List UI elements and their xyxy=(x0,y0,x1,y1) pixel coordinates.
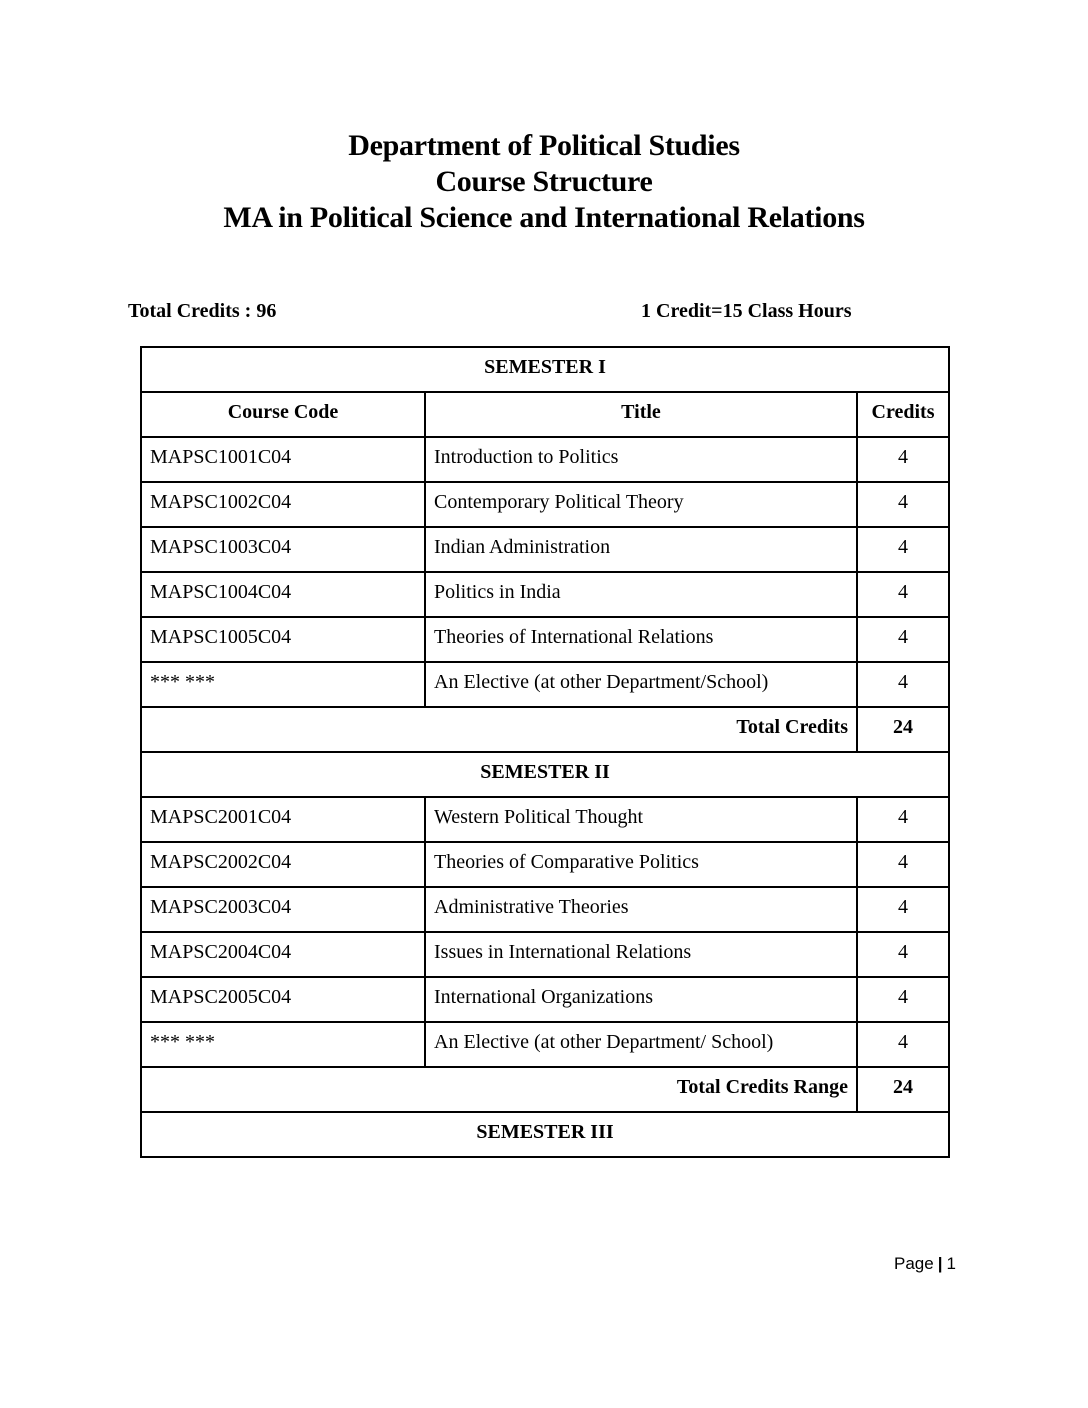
course-title: Theories of Comparative Politics xyxy=(425,842,857,887)
total-credits-range-label: Total Credits Range xyxy=(141,1067,857,1112)
course-code: MAPSC2001C04 xyxy=(141,797,425,842)
page-footer xyxy=(894,1254,956,1274)
course-code: *** *** xyxy=(141,662,425,707)
semester-heading-row xyxy=(141,1112,949,1157)
course-credits: 4 xyxy=(857,797,949,842)
department-title: Department of Political Studies xyxy=(348,129,740,162)
course-code: MAPSC1004C04 xyxy=(141,572,425,617)
course-title: An Elective (at other Department/ School) xyxy=(425,1022,857,1067)
column-header-code: Course Code xyxy=(141,392,425,437)
course-code: MAPSC1001C04 xyxy=(141,437,425,482)
table-row xyxy=(141,797,949,842)
semester-3-heading: SEMESTER III xyxy=(141,1112,949,1157)
course-table xyxy=(140,346,950,1158)
course-credits: 4 xyxy=(857,437,949,482)
semester-2-heading: SEMESTER II xyxy=(141,752,949,797)
total-credits-range-value: 24 xyxy=(857,1067,949,1112)
column-header-title: Title xyxy=(425,392,857,437)
course-credits: 4 xyxy=(857,932,949,977)
table-row xyxy=(141,1022,949,1067)
course-title: Introduction to Politics xyxy=(425,437,857,482)
course-code: MAPSC1003C04 xyxy=(141,527,425,572)
table-row xyxy=(141,932,949,977)
course-title: International Organizations xyxy=(425,977,857,1022)
page-number: 1 xyxy=(946,1254,956,1273)
table-row xyxy=(141,617,949,662)
course-credits: 4 xyxy=(857,887,949,932)
course-title: Issues in International Relations xyxy=(425,932,857,977)
page-separator: | xyxy=(937,1254,943,1273)
table-row xyxy=(141,842,949,887)
course-credits: 4 xyxy=(857,617,949,662)
course-title: Contemporary Political Theory xyxy=(425,482,857,527)
course-code: MAPSC2004C04 xyxy=(141,932,425,977)
course-title: Politics in India xyxy=(425,572,857,617)
course-credits: 4 xyxy=(857,977,949,1022)
total-row xyxy=(141,707,949,752)
table-row xyxy=(141,437,949,482)
total-credits-value: 24 xyxy=(857,707,949,752)
course-code: MAPSC2005C04 xyxy=(141,977,425,1022)
course-code: MAPSC2002C04 xyxy=(141,842,425,887)
course-title: Indian Administration xyxy=(425,527,857,572)
table-header-row xyxy=(141,392,949,437)
course-code: MAPSC1002C04 xyxy=(141,482,425,527)
semester-heading-row xyxy=(141,347,949,392)
course-credits: 4 xyxy=(857,1022,949,1067)
course-code: *** *** xyxy=(141,1022,425,1067)
course-code: MAPSC2003C04 xyxy=(141,887,425,932)
table-row xyxy=(141,887,949,932)
table-row xyxy=(141,527,949,572)
course-structure-title: Course Structure xyxy=(435,165,653,198)
course-credits: 4 xyxy=(857,842,949,887)
course-code: MAPSC1005C04 xyxy=(141,617,425,662)
course-title: An Elective (at other Department/School) xyxy=(425,662,857,707)
course-title: Administrative Theories xyxy=(425,887,857,932)
column-header-credits: Credits xyxy=(857,392,949,437)
course-credits: 4 xyxy=(857,527,949,572)
semester-heading-row xyxy=(141,752,949,797)
semester-1-heading: SEMESTER I xyxy=(141,347,949,392)
table-row xyxy=(141,662,949,707)
course-credits: 4 xyxy=(857,662,949,707)
credit-hours-label: 1 Credit=15 Class Hours xyxy=(641,300,852,322)
table-row xyxy=(141,977,949,1022)
total-credits-label: Total Credits xyxy=(141,707,857,752)
total-row xyxy=(141,1067,949,1112)
program-title: MA in Political Science and International Relations xyxy=(223,201,865,234)
course-credits: 4 xyxy=(857,572,949,617)
table-row xyxy=(141,482,949,527)
course-title: Western Political Thought xyxy=(425,797,857,842)
total-credits-label: Total Credits : 96 xyxy=(128,300,277,322)
course-title: Theories of International Relations xyxy=(425,617,857,662)
course-credits: 4 xyxy=(857,482,949,527)
page-label: Page xyxy=(894,1254,934,1273)
document-title xyxy=(0,128,1088,236)
table-row xyxy=(141,572,949,617)
